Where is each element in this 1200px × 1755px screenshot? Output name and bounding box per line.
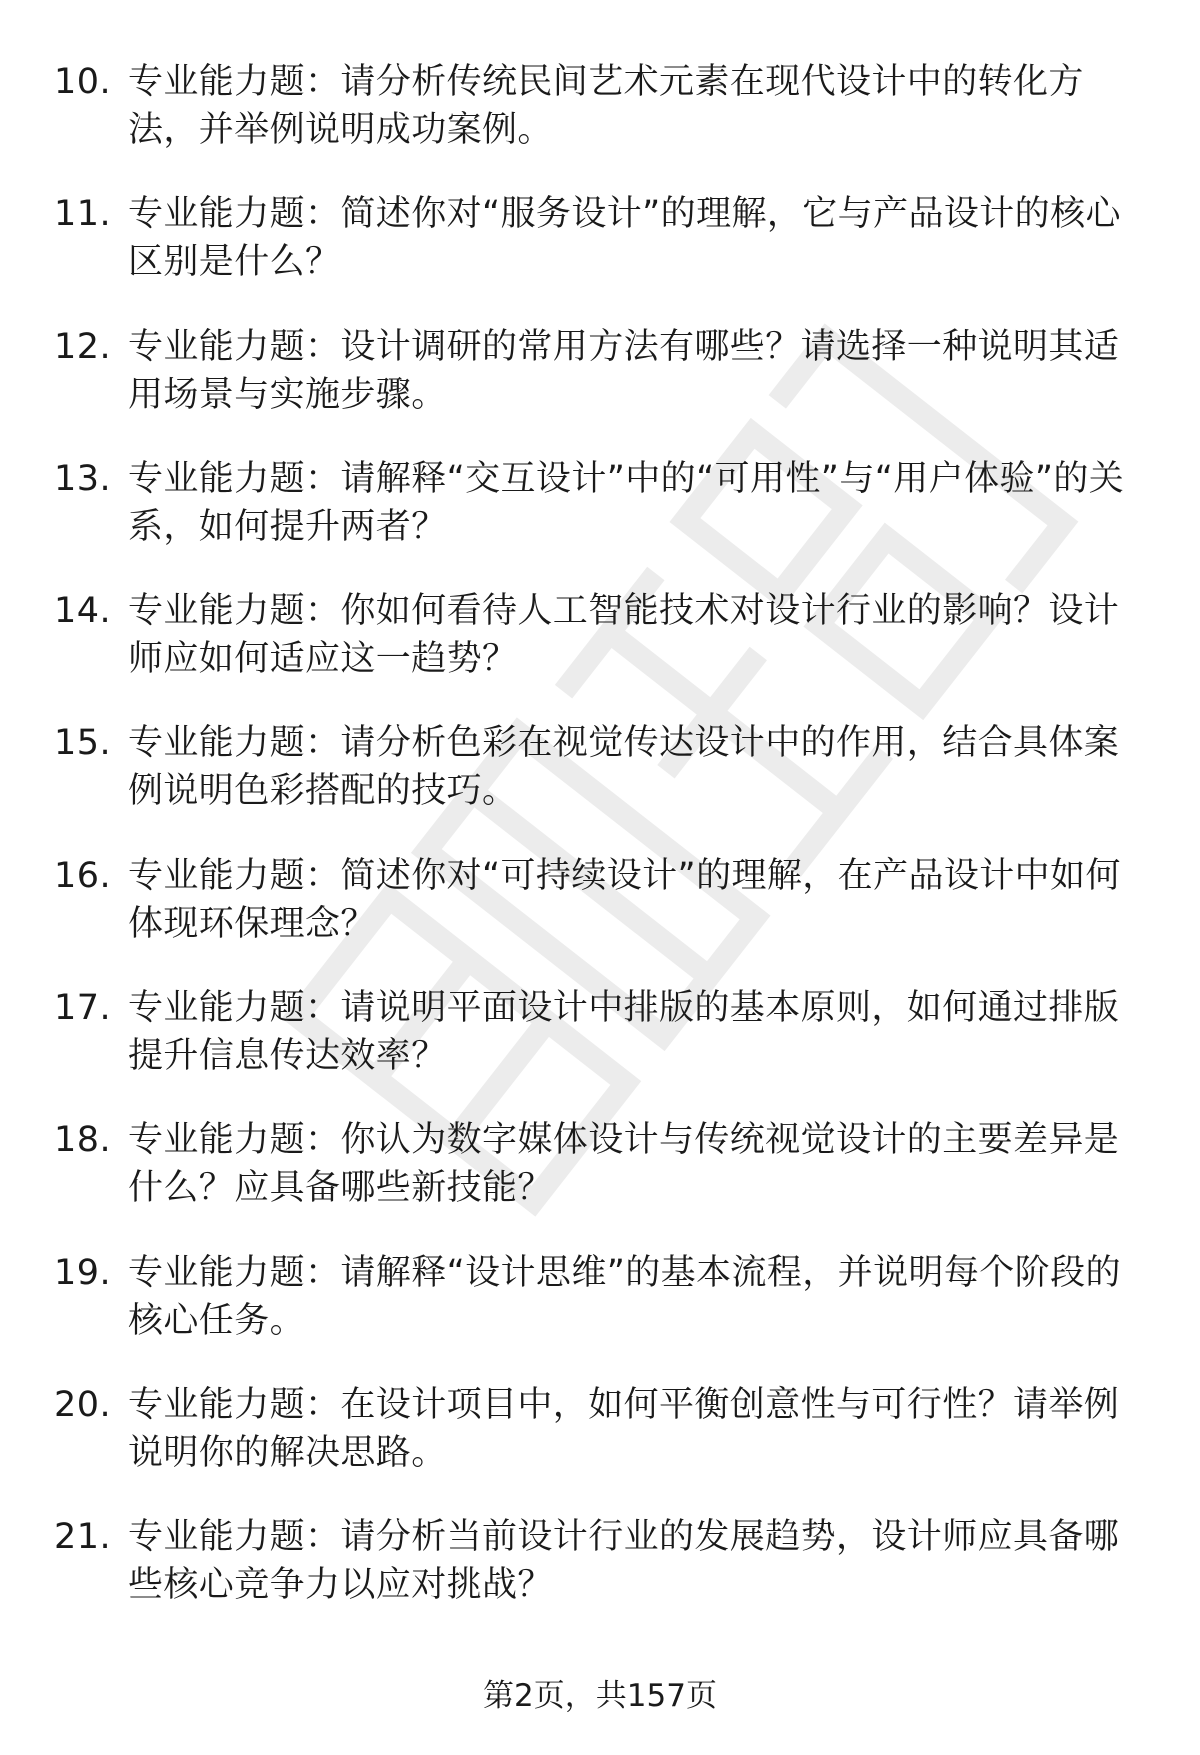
question-number: 18. — [54, 1120, 112, 1161]
question-text: 专业能力题：请分析色彩在视觉传达设计中的作用，结合具体案例说明色彩搭配的技巧。 — [128, 723, 1120, 812]
question-list — [54, 58, 1154, 1646]
question-number: 13. — [54, 458, 112, 499]
question-text: 专业能力题：请分析当前设计行业的发展趋势，设计师应具备哪些核心竞争力以应对挑战？ — [128, 1517, 1120, 1606]
list-item — [54, 984, 1154, 1116]
list-item — [54, 323, 1154, 455]
question-number: 11. — [54, 194, 112, 235]
question-text: 专业能力题：设计调研的常用方法有哪些？请选择一种说明其适用场景与实施步骤。 — [128, 326, 1120, 415]
question-number: 21. — [54, 1517, 112, 1558]
question-text: 专业能力题：请解释“设计思维”的基本流程，并说明每个阶段的核心任务。 — [128, 1252, 1121, 1341]
question-number: 19. — [54, 1252, 112, 1293]
list-item — [54, 1381, 1154, 1513]
page-footer: 第2页，共157页 — [483, 1678, 717, 1714]
question-text: 专业能力题：你如何看待人工智能技术对设计行业的影响？设计师应如何适应这一趋势？ — [128, 591, 1120, 680]
question-number: 14. — [54, 591, 112, 632]
question-number: 17. — [54, 988, 112, 1029]
list-item — [54, 1116, 1154, 1248]
list-item — [54, 587, 1154, 719]
list-item — [54, 1249, 1154, 1381]
question-text: 专业能力题：请分析传统民间艺术元素在现代设计中的转化方法，并举例说明成功案例。 — [128, 62, 1084, 150]
list-item — [54, 719, 1154, 851]
question-text: 专业能力题：在设计项目中，如何平衡创意性与可行性？请举例说明你的解决思路。 — [128, 1384, 1120, 1473]
question-text: 专业能力题：请说明平面设计中排版的基本原则，如何通过排版提升信息传达效率？ — [128, 988, 1120, 1077]
list-item — [54, 58, 1154, 190]
list-item — [54, 1513, 1154, 1645]
question-text: 专业能力题：简述你对“可持续设计”的理解，在产品设计中如何体现环保理念？ — [128, 855, 1121, 944]
question-number: 12. — [54, 326, 112, 367]
list-item — [54, 455, 1154, 587]
list-item — [54, 190, 1154, 322]
question-text: 专业能力题：你认为数字媒体设计与传统视觉设计的主要差异是什么？应具备哪些新技能？ — [128, 1120, 1120, 1209]
question-text: 专业能力题：请解释“交互设计”中的“可用性”与“用户体验”的关系，如何提升两者？ — [128, 458, 1125, 547]
question-number: 10. — [54, 62, 112, 102]
question-number: 16. — [54, 855, 112, 896]
question-text: 专业能力题：简述你对“服务设计”的理解，它与产品设计的核心区别是什么？ — [128, 194, 1121, 283]
question-number: 15. — [54, 723, 112, 764]
question-number: 20. — [54, 1384, 112, 1425]
list-item — [54, 852, 1154, 984]
